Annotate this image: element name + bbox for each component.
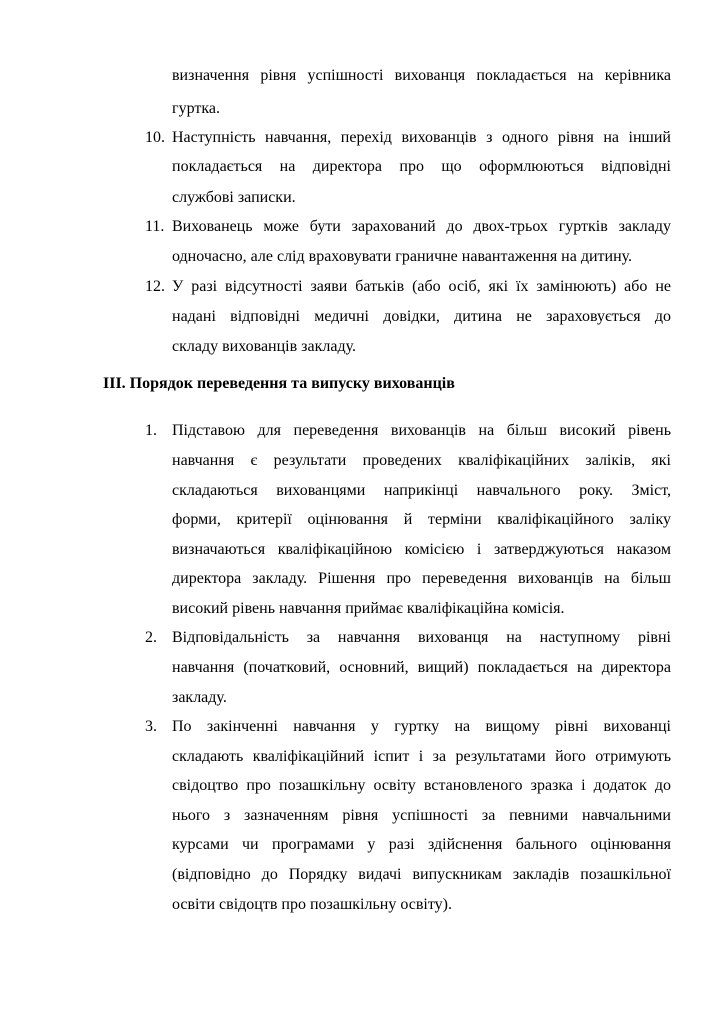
list-item-number: 11. bbox=[145, 218, 165, 235]
text-line: високий рівень навчання приймає кваліфікаційна комісія. bbox=[172, 600, 565, 617]
text-line: нього з зазначенням рівня успішності за певними навчальними bbox=[172, 807, 671, 824]
text-line: визначення рівня успішності вихованця покладається на керівника bbox=[172, 67, 671, 84]
text-line: По закінченні навчання у гуртку на вищому рівні вихованці bbox=[172, 718, 671, 735]
text-line: навчання (початковий, основний, вищий) покладається на директора bbox=[172, 659, 671, 676]
text-line: навчання є результати проведених кваліфікаційних заліків, які bbox=[172, 452, 671, 469]
text-line: директора закладу. Рішення про переведення вихованців на більш bbox=[172, 570, 671, 587]
text-line: (відповідно до Порядку видачі випускникам закладів позашкільної bbox=[172, 866, 671, 883]
text-line: покладається на директора про що оформлюються відповідні bbox=[172, 158, 671, 175]
text-line: освіти свідоцтв про позашкільну освіту). bbox=[172, 896, 452, 913]
text-line: Підставою для переведення вихованців на більш високий рівень bbox=[172, 422, 671, 439]
section-heading: ІІІ. Порядок переведення та випуску вихованців bbox=[103, 375, 455, 392]
text-line: У разі відсутності заяви батьків (або осіб, які їх замінюють) або не bbox=[172, 278, 671, 295]
text-line: службові записки. bbox=[172, 189, 296, 206]
text-line: свідоцтво про позашкільну освіту встановленого зразка і додаток до bbox=[172, 777, 671, 794]
text-line: курсами чи програмами у разі здійснення бального оцінювання bbox=[172, 836, 671, 853]
text-line: надані відповідні медичні довідки, дитина не зараховується до bbox=[172, 308, 671, 325]
text-line: складу вихованців закладу. bbox=[172, 338, 356, 355]
list-item-number: 10. bbox=[145, 129, 165, 146]
text-line: форми, критерії оцінювання й терміни кваліфікаційного заліку bbox=[172, 511, 671, 528]
text-line: гуртка. bbox=[172, 100, 220, 117]
text-line: Вихованець може бути зарахований до двох-трьох гуртків закладу bbox=[172, 218, 671, 235]
list-item-number: 1. bbox=[145, 422, 157, 439]
text-line: складають кваліфікаційний іспит і за результатами його отримують bbox=[172, 748, 671, 765]
text-line: одночасно, але слід враховувати граничне навантаження на дитину. bbox=[172, 248, 633, 265]
text-line: Наступність навчання, перехід вихованців з одного рівня на інший bbox=[172, 129, 671, 146]
list-item-number: 12. bbox=[145, 278, 165, 295]
list-item-number: 2. bbox=[145, 629, 157, 646]
text-line: закладу. bbox=[172, 689, 227, 706]
text-line: Відповідальність за навчання вихованця на наступному рівні bbox=[172, 629, 671, 646]
list-item-number: 3. bbox=[145, 718, 157, 735]
text-line: визначаються кваліфікаційною комісією і затверджуються наказом bbox=[172, 541, 671, 558]
text-line: складаються вихованцями наприкінці навчального року. Зміст, bbox=[172, 482, 671, 499]
